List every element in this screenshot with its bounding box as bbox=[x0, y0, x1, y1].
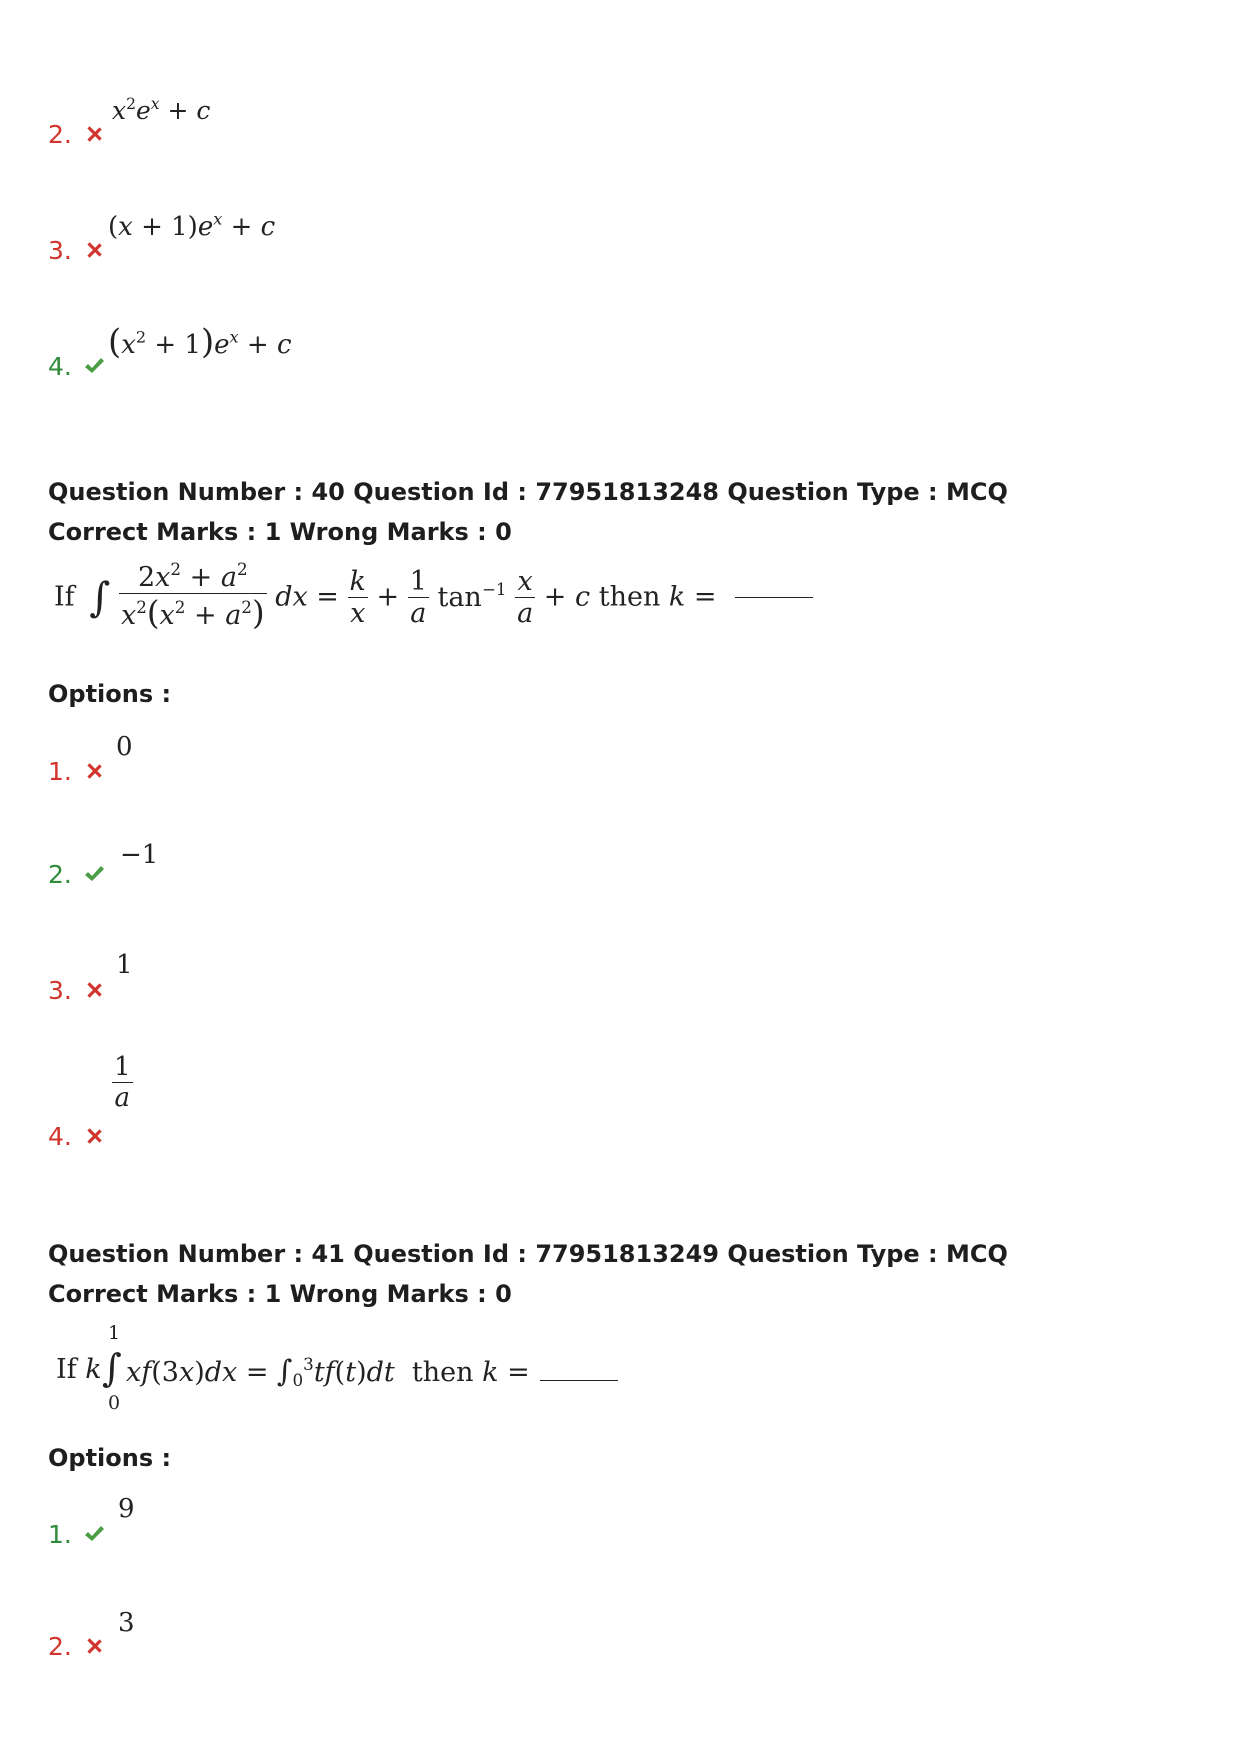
option-number: 3. bbox=[48, 236, 72, 265]
question-marks: Correct Marks : 1 Wrong Marks : 0 bbox=[48, 518, 512, 546]
option-value: $\frac{1}{a}$ bbox=[114, 1052, 131, 1113]
option-row bbox=[48, 860, 105, 889]
fraction-integrand: $\frac{2x^2 + a^2}{x^2(x^2 + a^2)}$ bbox=[120, 559, 265, 632]
option-row bbox=[48, 976, 105, 1005]
question-marks: Correct Marks : 1 Wrong Marks : 0 bbox=[48, 1280, 512, 1308]
option-row bbox=[48, 236, 105, 265]
option-number: 3. bbox=[48, 976, 72, 1005]
option-row bbox=[48, 757, 105, 786]
option-number: 4. bbox=[48, 352, 72, 381]
correct-check-icon bbox=[83, 355, 105, 377]
question-text: If ∫ $\frac{2x^2 + a^2}{x^2(x^2 + a^2)}$ dx = $\frac{k}{x}$ + $\frac{1}{a}$ $\tan^{-1}$ $\frac{x}{a}$ + c then k = bbox=[54, 562, 813, 632]
option-number: 4. bbox=[48, 1122, 72, 1151]
option-value: $(x + 1)e^x + c$ bbox=[108, 209, 276, 242]
option-number: 2. bbox=[48, 120, 72, 149]
option-row bbox=[48, 120, 105, 149]
option-value: 3 bbox=[118, 1608, 135, 1638]
option-number: 2. bbox=[48, 1632, 72, 1661]
option-value: 1 bbox=[116, 950, 133, 980]
correct-check-icon bbox=[83, 1523, 105, 1545]
options-label: Options : bbox=[48, 1444, 172, 1472]
wrong-cross-icon bbox=[83, 979, 105, 1001]
option-row bbox=[48, 1632, 105, 1661]
option-value: 9 bbox=[118, 1494, 135, 1524]
option-value: $(x^2 + 1)e^x + c$ bbox=[108, 322, 292, 361]
correct-check-icon bbox=[83, 863, 105, 885]
wrong-cross-icon bbox=[83, 760, 105, 782]
option-value: −1 bbox=[120, 840, 159, 870]
question-header: Question Number : 41 Question Id : 77951813249 Question Type : MCQ bbox=[48, 1240, 1008, 1268]
wrong-cross-icon bbox=[83, 1125, 105, 1147]
option-value: 0 bbox=[116, 732, 133, 762]
question-header: Question Number : 40 Question Id : 77951813248 Question Type : MCQ bbox=[48, 478, 1008, 506]
wrong-cross-icon bbox=[83, 123, 105, 145]
option-value: $x^2e^x + c$ bbox=[112, 94, 211, 125]
option-row bbox=[48, 352, 105, 381]
options-label: Options : bbox=[48, 680, 172, 708]
option-number: 1. bbox=[48, 757, 72, 786]
option-row bbox=[48, 1122, 105, 1151]
wrong-cross-icon bbox=[83, 1635, 105, 1657]
option-number: 2. bbox=[48, 860, 72, 889]
wrong-cross-icon bbox=[83, 239, 105, 261]
option-number: 1. bbox=[48, 1520, 72, 1549]
option-row bbox=[48, 1520, 105, 1549]
